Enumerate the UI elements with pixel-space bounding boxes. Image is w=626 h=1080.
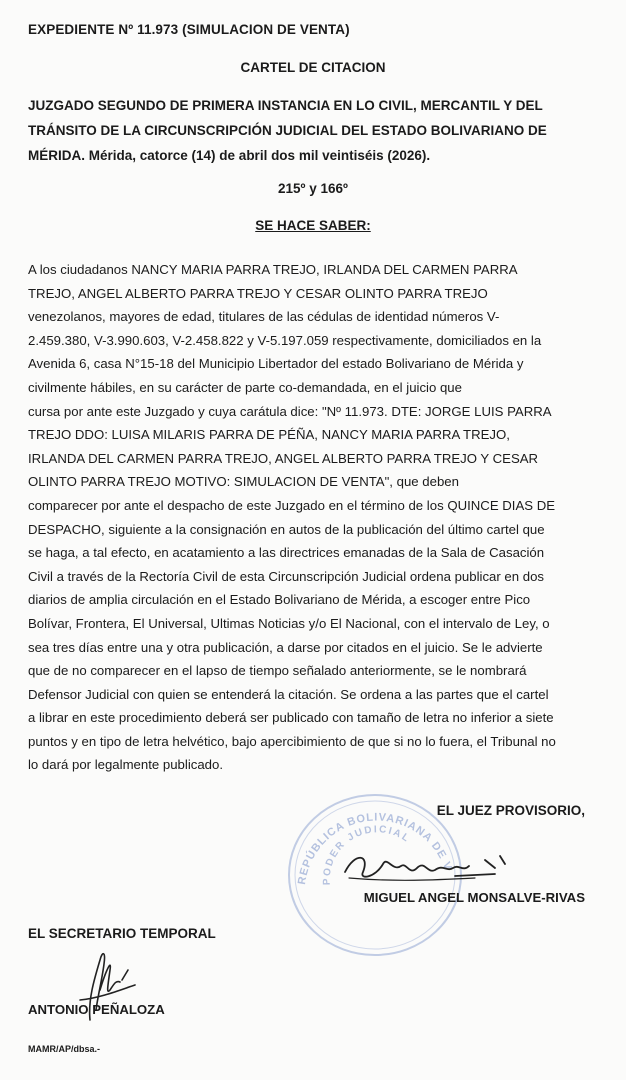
body-line: A los ciudadanos NANCY MARIA PARRA TREJO, IRLANDA DEL CARMEN PARRA bbox=[28, 262, 518, 277]
court-line: JUZGADO SEGUNDO DE PRIMERA INSTANCIA EN LO CIVIL, MERCANTIL Y DEL bbox=[28, 98, 543, 113]
body-line: diarios de amplia circulación en el Estado Bolivariano de Mérida, a escoger entre Pico bbox=[28, 592, 531, 608]
body-line: Civil a través de la Rectoría Civil de esta Circunscripción Judicial ordena publicar en dos bbox=[28, 568, 545, 584]
body-line: OLINTO PARRA TREJO MOTIVO: SIMULACION DE VENTA", que deben bbox=[28, 474, 459, 490]
body-line: DESPACHO, siguiente a la consignación en autos de la publicación del último cartel que bbox=[28, 521, 545, 537]
court-line: TRÁNSITO DE LA CIRCUNSCRIPCIÓN JUDICIAL DEL ESTADO BOLIVARIANO DE bbox=[28, 123, 547, 138]
body-line: civilmente hábiles, en su carácter de parte co-demandada, en el juicio que bbox=[28, 379, 462, 395]
svg-text:PODER JUDICIAL: PODER JUDICIAL bbox=[321, 824, 413, 886]
se-hace-saber-heading: SE HACE SABER: bbox=[255, 218, 371, 233]
body-line: Avenida 6, casa N°15-18 del Municipio Libertador del estado Bolivariano de Mérida y bbox=[28, 356, 524, 372]
judge-title: EL JUEZ PROVISORIO, bbox=[436, 803, 585, 818]
body-line: 2.459.380, V-3.990.603, V-2.458.822 y V-5.197.059 respectivamente, domiciliados en la bbox=[28, 332, 542, 348]
body-line: venezolanos, mayores de edad, titulares de las cédulas de identidad números V- bbox=[28, 309, 500, 325]
secretary-name: ANTONIO PEÑALOZA bbox=[28, 1002, 165, 1017]
body-line: IRLANDA DEL CARMEN PARRA TREJO, ANGEL ALBERTO PARRA TREJO Y CESAR bbox=[28, 450, 539, 466]
svg-text:REPÚBLICA BOLIVARIANA DE VENEZ: REPÚBLICA BOLIVARIANA DE VENEZUELA bbox=[270, 766, 454, 886]
body-line: TREJO, ANGEL ALBERTO PARRA TREJO Y CESAR OLINTO PARRA TREJO bbox=[28, 285, 488, 301]
initials-line: MAMR/AP/dbsa.- bbox=[28, 1044, 100, 1054]
body-line: Bolívar, Frontera, El Universal, Ultimas Noticias y/o El Nacional, con el intervalo de Ley, o bbox=[28, 615, 550, 631]
judge-signature bbox=[335, 842, 525, 892]
body-line: TREJO DDO: LUISA MILARIS PARRA DE PÉÑA, NANCY MARIA PARRA TREJO, bbox=[28, 427, 510, 443]
court-heading bbox=[28, 93, 590, 168]
body-line: cursa por ante este Juzgado y cuya carátula dice: "Nº 11.973. DTE: JORGE LUIS PARRA bbox=[28, 403, 552, 419]
body-line: Defensor Judicial con quien se entenderá la citación. Se ordena a las partes que el cartel bbox=[28, 686, 549, 702]
body-paragraph bbox=[28, 258, 590, 777]
body-line: se haga, a tal efecto, en acatamiento a las directrices emanadas de la Sala de Casación bbox=[28, 545, 545, 561]
judge-name: MIGUEL ANGEL MONSALVE-RIVAS bbox=[363, 890, 585, 905]
body-line: lo dará por legalmente publicado. bbox=[28, 757, 224, 773]
cartel-title: CARTEL DE CITACION bbox=[240, 60, 386, 75]
years-line: 215º y 166º bbox=[278, 181, 348, 196]
body-line: sea tres días entre una y otra publicación, a darse por citados en el juicio. Se le advierte bbox=[28, 639, 543, 655]
body-line: que de no comparecer en el lapso de tiempo señalado anteriormente, se le nombrará bbox=[28, 663, 527, 679]
court-line: MÉRIDA. Mérida, catorce (14) de abril dos mil veintiséis (2026). bbox=[28, 148, 431, 163]
body-line: puntos y en tipo de letra helvético, bajo apercibimiento de que si no lo fuera, el Tribunal no bbox=[28, 733, 556, 749]
body-line: comparecer por ante el despacho de este Juzgado en el término de los QUINCE DIAS DE bbox=[28, 497, 556, 513]
body-line: a librar en este procedimiento deberá ser publicado con tamaño de letra no inferior a siete bbox=[28, 710, 554, 726]
secretary-title: EL SECRETARIO TEMPORAL bbox=[28, 926, 216, 941]
expediente-heading: EXPEDIENTE Nº 11.973 (SIMULACION DE VENTA) bbox=[28, 22, 350, 37]
